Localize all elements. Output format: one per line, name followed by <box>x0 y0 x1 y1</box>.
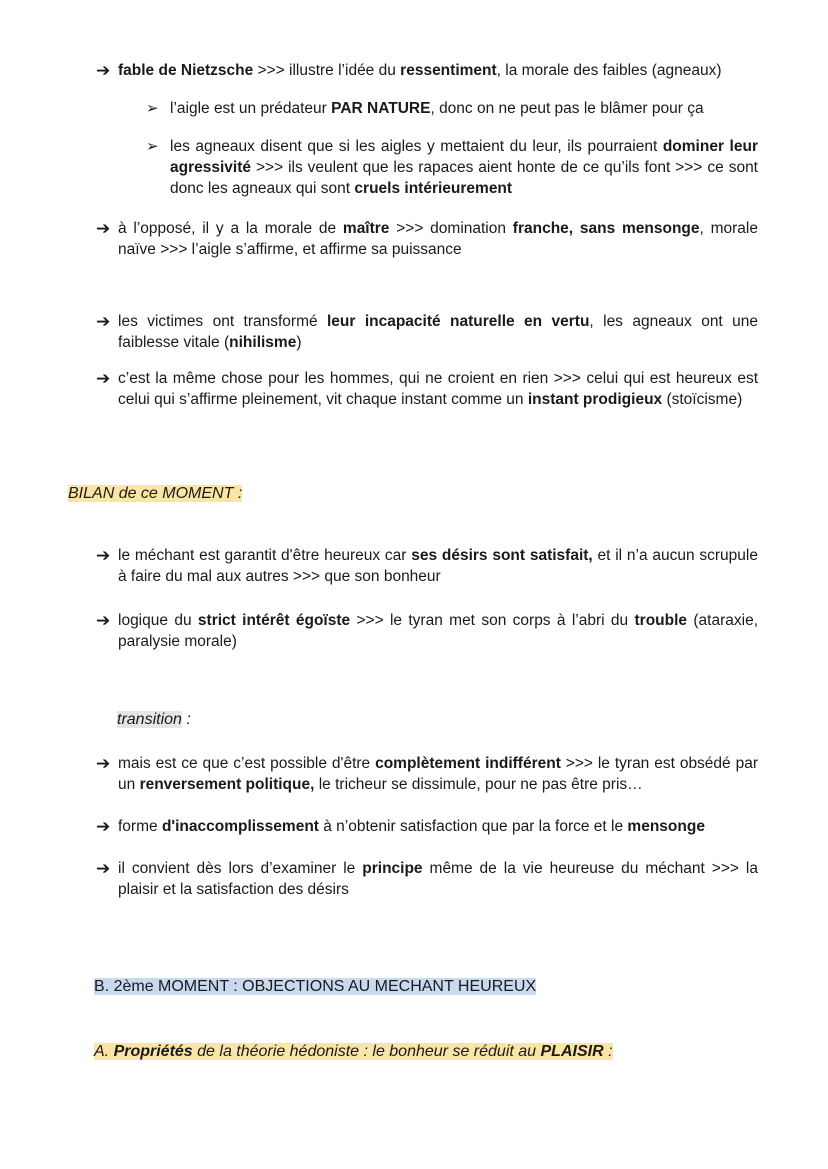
bullet-text: les victimes ont transformé leur incapacité naturelle en vertu, les agneaux ont une faiblesse vitale (nihilisme) <box>118 313 758 351</box>
subbullet-text: les agneaux disent que si les aigles y mettaient du leur, ils pourraient dominer leur agressivité >>> ils veulent que les rapaces aient honte de ce qu’ils font >>> ce sont donc les agneaux qui sont cruels intérieurement <box>170 138 758 197</box>
bullet-men <box>96 368 758 410</box>
section-a-heading: A. Propriétés de la théorie hédoniste : le bonheur se réduit au PLAISIR : <box>94 1043 613 1060</box>
transition-label: transition : <box>117 711 191 728</box>
bilan-heading: BILAN de ce MOMENT : <box>68 485 243 502</box>
arrow-icon: ➔ <box>96 312 111 331</box>
bullet-text: il convient dès lors d’examiner le principe même de la vie heureuse du méchant >>> la plaisir et la satisfaction des désirs <box>118 860 758 898</box>
bullet-text: forme d'inaccomplissement à n’obtenir satisfaction que par la force et le mensonge <box>118 818 705 835</box>
bullet-transition-1 <box>96 753 758 795</box>
subbullet-lambs <box>146 136 758 199</box>
bullet-nietzsche-fable <box>96 60 758 81</box>
bullet-text: logique du strict intérêt égoïste >>> le tyran met son corps à l’abri du trouble (ataraxie, paralysie morale) <box>118 612 758 650</box>
arrow-icon: ➔ <box>96 369 111 388</box>
sub-arrow-icon: ➢ <box>146 100 159 117</box>
bullet-victims <box>96 311 758 353</box>
arrow-icon: ➔ <box>96 754 111 773</box>
bullet-transition-2 <box>96 816 758 837</box>
subbullet-eagle-predator <box>146 98 758 119</box>
arrow-icon: ➔ <box>96 611 111 630</box>
bullet-bilan-1 <box>96 545 758 587</box>
bullet-text: c’est la même chose pour les hommes, qui ne croient en rien >>> celui qui est heureux est celui qui s’affirme pleinement, vit chaque instant comme un instant prodigieux (stoïcisme) <box>118 370 758 408</box>
bullet-master-morality <box>96 218 758 260</box>
bullet-text: à l’opposé, il y a la morale de maître >>> domination franche, sans mensonge, morale naïve >>> l’aigle s’affirme, et affirme sa puissance <box>118 220 758 258</box>
arrow-icon: ➔ <box>96 546 111 565</box>
arrow-icon: ➔ <box>96 817 111 836</box>
arrow-icon: ➔ <box>96 61 111 80</box>
bullet-text: fable de Nietzsche >>> illustre l’idée du ressentiment, la morale des faibles (agneaux) <box>118 62 722 79</box>
bullet-bilan-2 <box>96 610 758 652</box>
arrow-icon: ➔ <box>96 859 111 878</box>
arrow-icon: ➔ <box>96 219 111 238</box>
section-b-heading: B. 2ème MOMENT : OBJECTIONS AU MECHANT HEUREUX <box>94 978 537 995</box>
subbullet-text: l’aigle est un prédateur PAR NATURE, donc on ne peut pas le blâmer pour ça <box>170 100 704 117</box>
bullet-text: le méchant est garantit d'être heureux car ses désirs sont satisfait, et il n’a aucun scrupule à faire du mal aux autres >>> que son bonheur <box>118 547 758 585</box>
bullet-text: mais est ce que c’est possible d'être complètement indifférent >>> le tyran est obsédé par un renversement politique, le tricheur se dissimule, pour ne pas être pris… <box>118 755 758 793</box>
sub-arrow-icon: ➢ <box>146 138 159 155</box>
bullet-transition-3 <box>96 858 758 900</box>
